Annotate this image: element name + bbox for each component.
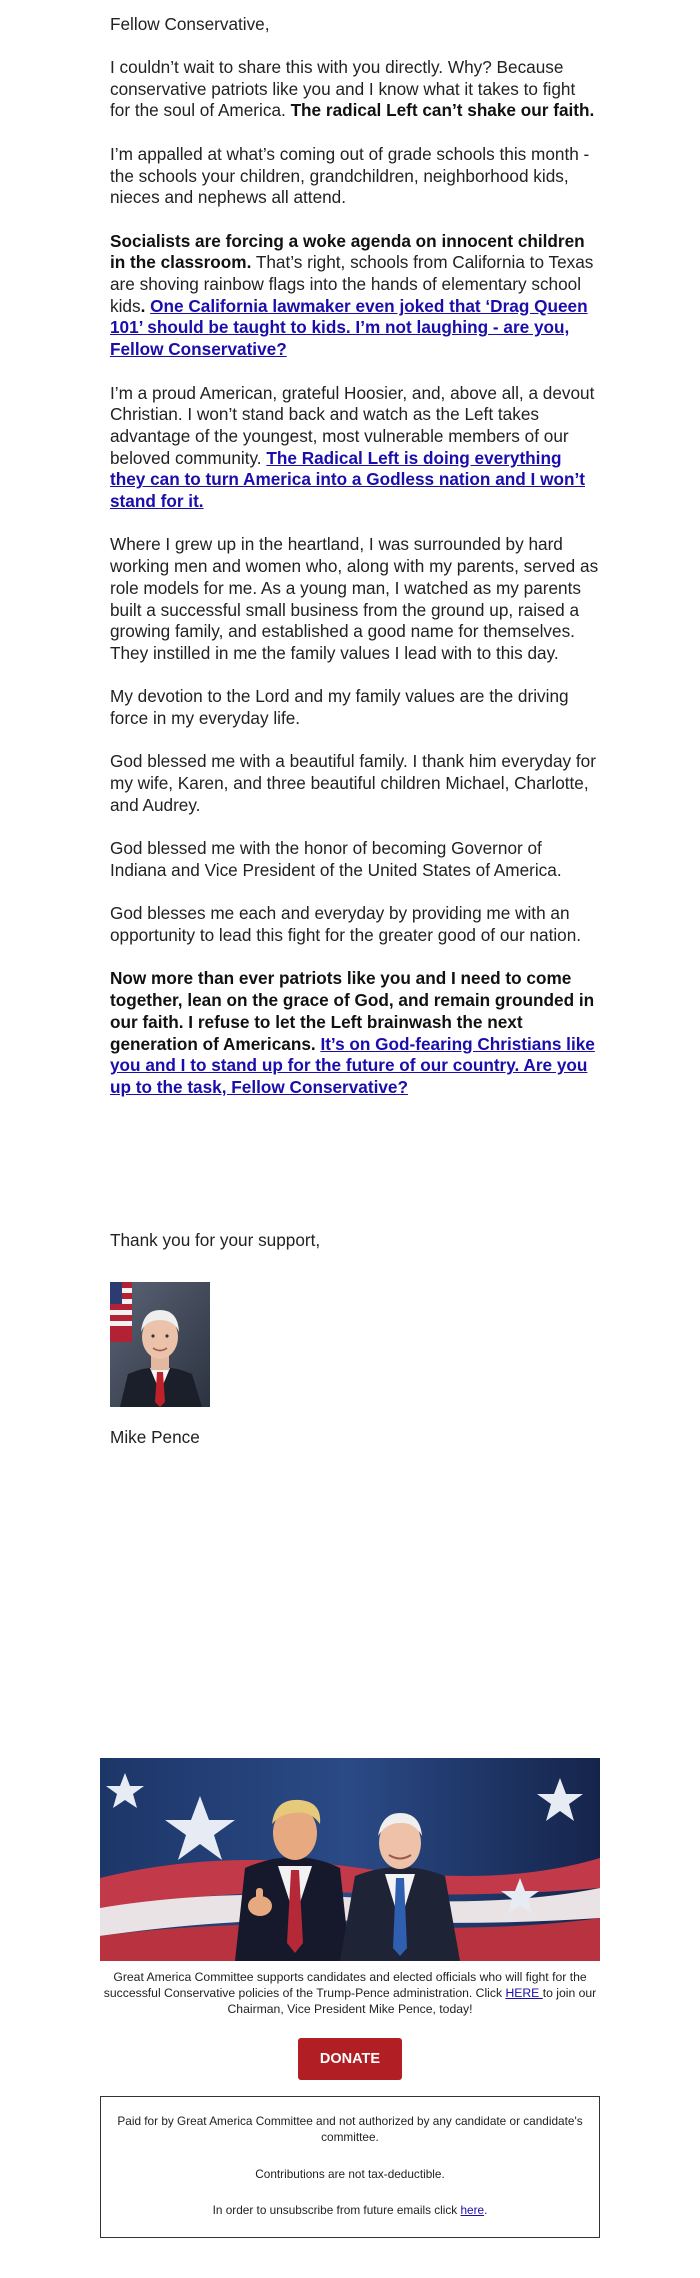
footer-text-after: to join our Chairman, Vice President Mike Pence, today! [227,1986,597,2016]
paragraph-2: I’m appalled at what’s coming out of grade schools this month - the schools your children, grandchildren, neighborhood kids, nieces and nephews all attend. [110,143,590,208]
unsubscribe-before: In order to unsubscribe from future emails click [212,2203,461,2217]
committee-footer-text [100,1969,600,2017]
greeting: Fellow Conservative, [110,14,270,34]
godless-nation-link[interactable]: The Radical Left is doing everything they can to turn America into a Godless nation and I won’t stand for it. [110,447,585,512]
drag-queen-link[interactable]: One California lawmaker even joked that ‘Drag Queen 101’ should be taught to kids. I’m not laughing - are you, Fellow Conservative? [110,295,588,360]
paragraph-1 [110,57,600,122]
signature-name: Mike Pence [110,1427,200,1447]
paid-for-text: Paid for by Great America Committee and not authorized by any candidate or candidate's committee. [117,2114,583,2144]
portrait-illustration [110,1282,210,1407]
unsubscribe-link[interactable]: here [460,2203,485,2217]
signature-portrait-image [110,1282,210,1407]
paragraph-7: God blessed me with a beautiful family. I thank him everyday for my wife, Karen, and three beautiful children Michael, Charlotte, and Audrey. [110,751,596,815]
p4-text: I’m a proud American, grateful Hoosier, and, above all, a devout Christian. I won’t stand back and watch as the Left takes advantage of the youngest, most vulnerable members of our beloved community. [110,382,595,468]
join-here-link[interactable]: HERE [505,1986,543,2000]
banner-illustration [100,1758,600,1961]
unsubscribe-text [109,2202,591,2218]
paragraph-5: Where I grew up in the heartland, I was surrounded by hard working men and women who, along with my parents, served as role models for me. As a young man, I watched as my parents built a successful small business from the ground up, raised a growing family, and established a good name for themselves. They instilled in me the family values I lead with to this day. [110,534,599,663]
p1-text: I couldn’t wait to share this with you directly. Why? Because conservative patriots like you and I know what it takes to fight for the soul of America. [110,57,576,121]
paragraph-4 [110,383,600,513]
paragraph-6: My devotion to the Lord and my family values are the driving force in my everyday life. [110,686,569,729]
footer-text-before: Great America Committee supports candidates and elected officials who will fight for the successful Conservative policies of the Trump-Pence administration. Click [103,1970,587,2000]
p3-bold-dot: . [140,295,151,316]
closing-thanks: Thank you for your support, [110,1230,321,1250]
paragraph-8: God blessed me with the honor of becoming Governor of Indiana and Vice President of the United States of America. [110,838,562,880]
donate-button[interactable]: DONATE [298,2038,402,2080]
contributions-text: Contributions are not tax-deductible. [255,2167,445,2181]
unsubscribe-after: . [484,2203,488,2217]
paragraph-9: God blesses me each and everyday by providing me with an opportunity to lead this fight for the greater good of our nation. [110,903,582,945]
p1-bold: The radical Left can’t shake our faith. [290,100,595,121]
paragraph-3 [110,231,600,361]
paragraph-10 [110,968,600,1098]
letter-paragraphs [110,57,600,1120]
stand-up-link[interactable]: It’s on God-fearing Christians like you and I to stand up for the future of our country. Are you up to the task, Fellow Conservative? [110,1033,595,1097]
disclaimer-box [100,2096,600,2238]
p3-bold: Socialists are forcing a woke agenda on innocent children in the classroom. [110,230,585,273]
p10-bold: Now more than ever patriots like you and I need to come together, lean on the grace of God, and remain grounded in our faith. I refuse to let the Left brainwash the next generation of Americans. [110,968,595,1054]
trump-pence-banner-image [100,1758,600,1961]
p3-text: That’s right, schools from California to Texas are shoving rainbow flags into the hands of elementary school kids [110,252,594,316]
